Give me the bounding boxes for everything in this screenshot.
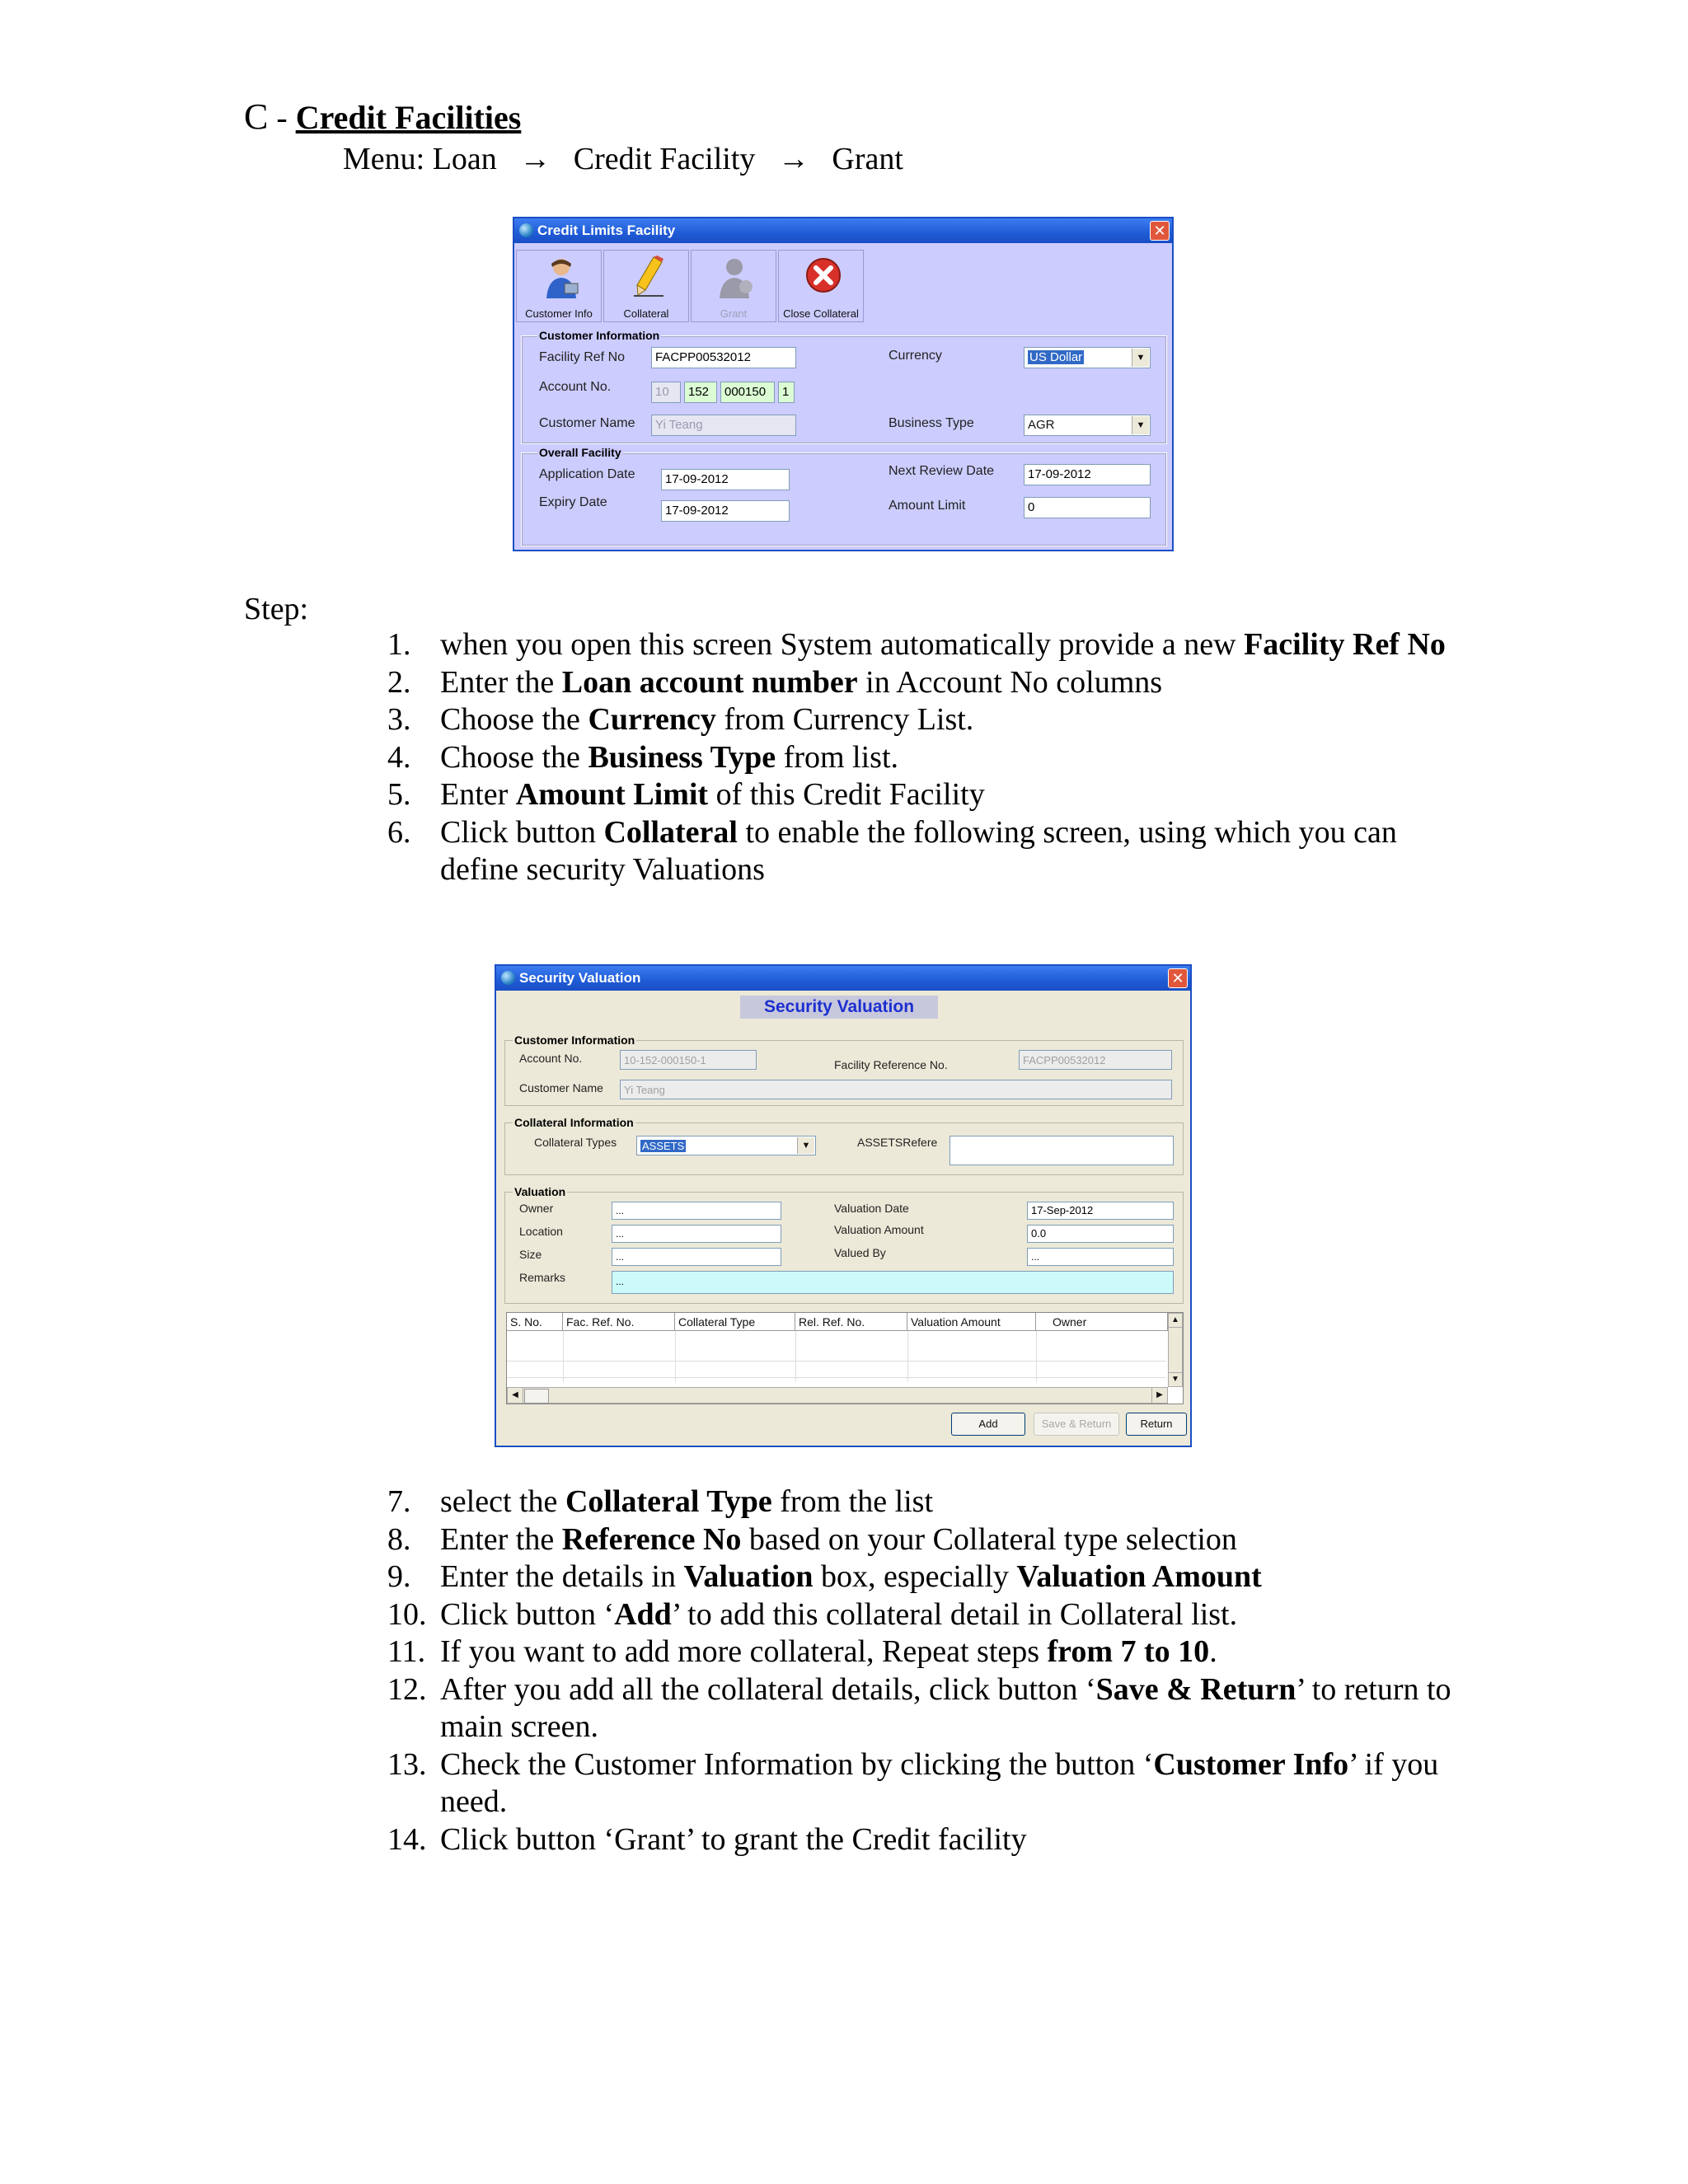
customer-name-label: Customer Name (519, 1081, 603, 1094)
chevron-down-icon[interactable]: ▼ (1132, 349, 1149, 367)
expiry-date-field[interactable]: 17-09-2012 (661, 500, 790, 522)
amount-limit-label: Amount Limit (889, 499, 966, 513)
owner-field[interactable]: ... (612, 1202, 781, 1220)
group-label: Customer Information (514, 1033, 635, 1047)
list-item-emphasis: Amount Limit (515, 777, 709, 812)
vertical-scrollbar[interactable] (1168, 1313, 1183, 1387)
grid-header-valuation-amount[interactable]: Valuation Amount (907, 1313, 1036, 1331)
list-item-emphasis: Save & Return (1095, 1671, 1296, 1707)
close-collateral-button[interactable] (778, 250, 864, 322)
list-item-text: Enter the (440, 1521, 562, 1557)
grid-header-collateral-type[interactable]: Collateral Type (675, 1313, 795, 1331)
list-item-text: Click button (440, 814, 604, 850)
group-label: Overall Facility (539, 446, 621, 459)
valuation-amount-field[interactable]: 0.0 (1027, 1225, 1174, 1243)
group-label: Collateral Information (514, 1116, 634, 1129)
grid-header-sno[interactable]: S. No. (507, 1313, 563, 1331)
list-item-text: Choose the (440, 702, 588, 737)
credit-limits-dialog (513, 217, 1174, 551)
list-item-number: 9. (387, 1559, 411, 1594)
menu-prefix: Menu: (343, 142, 425, 176)
list-item-text: Choose the (440, 739, 588, 775)
list-item-number: 12. (387, 1671, 427, 1707)
list-item-number: 14. (387, 1821, 427, 1857)
collateral-types-label: Collateral Types (534, 1136, 617, 1149)
list-item-text: when you open this screen System automatically provide a new (440, 627, 1245, 662)
list-item-text: Enter the details in (440, 1559, 684, 1594)
security-valuation-dialog (495, 964, 1192, 1447)
account-no-field[interactable]: 10-152-000150-1 (620, 1050, 757, 1070)
list-item-number: 6. (387, 814, 411, 850)
list-item (387, 776, 1459, 814)
arrow-right-icon: → (777, 142, 809, 176)
facility-ref-field[interactable]: FACPP00532012 (651, 347, 796, 368)
section-title: Credit Facilities (295, 99, 522, 136)
list-item-text: Click button ‘Grant’ to grant the Credit facility (440, 1821, 1027, 1857)
currency-label: Currency (889, 349, 942, 363)
location-field[interactable]: ... (612, 1225, 781, 1243)
scroll-up-icon[interactable]: ▲ (1169, 1314, 1182, 1328)
list-item-text: box, especially (813, 1559, 1017, 1594)
list-item-text: Check the Customer Information by clicking the button ‘ (440, 1746, 1154, 1782)
list-item (387, 1521, 1459, 1559)
grid-header-rel-ref[interactable]: Rel. Ref. No. (795, 1313, 907, 1331)
arrow-right-icon: → (519, 142, 551, 176)
valued-by-label: Valued By (834, 1246, 886, 1259)
assets-ref-label: ASSETSRefere (857, 1136, 938, 1149)
list-item (387, 1558, 1459, 1596)
size-label: Size (519, 1248, 542, 1261)
section-heading (244, 97, 521, 138)
account-branch-field[interactable]: 10 (651, 382, 681, 403)
steps-list-part1 (387, 626, 1459, 889)
save-return-button[interactable]: Save & Return (1034, 1413, 1119, 1436)
menu-item-credit-facility: Credit Facility (573, 142, 756, 176)
list-item-number: 4. (387, 739, 411, 775)
group-label: Customer Information (539, 329, 660, 342)
list-item-text: Enter the (440, 664, 562, 700)
section-dash: - (268, 99, 296, 136)
section-letter: C (244, 96, 269, 137)
list-item-text: Enter (440, 777, 516, 812)
app-globe-icon (519, 223, 533, 237)
toolbar-label: Grant (720, 307, 748, 320)
grant-icon (718, 255, 754, 298)
list-item-number: 7. (387, 1484, 411, 1519)
currency-select[interactable] (1024, 347, 1151, 368)
list-item-emphasis: Loan account number (561, 664, 858, 700)
scroll-thumb[interactable] (524, 1389, 549, 1404)
list-item-number: 1. (387, 627, 411, 662)
close-icon[interactable]: ✕ (1168, 968, 1188, 988)
list-item-emphasis: Currency (588, 702, 716, 737)
list-item-text: After you add all the collateral details, click button ‘ (440, 1671, 1096, 1707)
list-item-text: from Currency List. (715, 702, 974, 737)
facility-ref-field[interactable]: FACPP00532012 (1019, 1050, 1172, 1070)
list-item (387, 739, 1459, 777)
list-item-emphasis: Valuation Amount (1016, 1559, 1262, 1594)
facility-ref-label: Facility Reference No. (834, 1058, 948, 1071)
steps-list-part2 (387, 1483, 1459, 1858)
group-label: Valuation (514, 1185, 566, 1198)
remarks-label: Remarks (519, 1271, 566, 1284)
list-item-emphasis: from 7 to 10 (1047, 1634, 1210, 1669)
account-suffix-field[interactable]: 1 (778, 382, 795, 403)
list-item-number: 2. (387, 664, 411, 700)
grid-header-owner[interactable]: Owner (1036, 1313, 1168, 1331)
list-item (387, 1671, 1459, 1746)
horizontal-scrollbar[interactable] (507, 1387, 1168, 1404)
account-no-label: Account No. (519, 1052, 583, 1065)
list-item-text: in Account No columns (857, 664, 1163, 700)
list-item-emphasis: Collateral Type (565, 1484, 772, 1519)
list-item-number: 8. (387, 1521, 411, 1557)
list-item-emphasis: Reference No (561, 1521, 742, 1557)
owner-label: Owner (519, 1202, 554, 1215)
list-item-text: If you want to add more collateral, Repeat steps (440, 1634, 1048, 1669)
amount-limit-field[interactable]: 0 (1024, 497, 1151, 518)
facility-ref-label: Facility Ref No (539, 350, 626, 364)
list-item-text: . (1209, 1634, 1217, 1669)
scroll-down-icon[interactable]: ▼ (1169, 1372, 1182, 1386)
list-item-text: from list. (776, 739, 899, 775)
menu-item-grant: Grant (832, 142, 903, 176)
list-item (387, 1596, 1459, 1634)
list-item (387, 701, 1459, 739)
dialog-titlebar (514, 218, 1172, 243)
list-item (387, 1821, 1459, 1859)
grid-divider (675, 1331, 676, 1382)
valuation-amount-label: Valuation Amount (834, 1223, 924, 1236)
return-button[interactable]: Return (1126, 1413, 1187, 1436)
list-item-text: select the (440, 1484, 565, 1519)
grid-divider (795, 1331, 796, 1382)
menu-path (343, 140, 903, 178)
grid-header-fac-ref[interactable]: Fac. Ref. No. (563, 1313, 675, 1331)
add-button[interactable]: Add (951, 1413, 1025, 1436)
list-item-emphasis: Collateral (603, 814, 738, 850)
chevron-down-icon[interactable]: ▼ (797, 1137, 814, 1154)
account-no-label: Account No. (539, 380, 612, 394)
application-date-label: Application Date (539, 467, 635, 481)
next-review-field[interactable]: 17-09-2012 (1024, 464, 1151, 485)
assets-ref-field[interactable] (950, 1136, 1174, 1165)
close-icon[interactable]: ✕ (1150, 221, 1170, 241)
business-type-select[interactable] (1024, 415, 1151, 436)
list-item-emphasis: Facility Ref No (1244, 627, 1446, 662)
table-row[interactable] (507, 1362, 1166, 1378)
grid-divider (1036, 1331, 1037, 1382)
list-item-text: from the list (771, 1484, 934, 1519)
collateral-types-select[interactable] (636, 1136, 816, 1155)
customer-name-field[interactable]: Yi Teang (651, 415, 796, 436)
list-item-emphasis: Valuation (683, 1559, 814, 1594)
customer-name-field[interactable]: Yi Teang (620, 1080, 1172, 1099)
grid-divider (563, 1331, 564, 1382)
list-item-emphasis: Add (614, 1596, 672, 1632)
list-item-text: ’ if you need. (440, 1746, 1439, 1819)
list-item-text: of this Credit Facility (708, 777, 985, 812)
scroll-left-icon[interactable]: ◀ (508, 1388, 523, 1403)
location-label: Location (519, 1225, 563, 1238)
expiry-date-label: Expiry Date (539, 495, 607, 509)
remarks-field[interactable]: ... (612, 1271, 1174, 1294)
toolbar-label: Collateral (623, 307, 669, 320)
form-header: Security Valuation (740, 996, 938, 1019)
valuation-date-label: Valuation Date (834, 1202, 909, 1215)
list-item-emphasis: Business Type (588, 739, 776, 775)
collateral-grid[interactable] (506, 1312, 1184, 1404)
table-row[interactable] (507, 1346, 1166, 1361)
business-type-label: Business Type (889, 416, 974, 430)
list-item-text: ’ to return to main screen. (440, 1671, 1451, 1744)
list-item-text: Click button ‘ (440, 1596, 615, 1632)
list-item-number: 13. (387, 1746, 427, 1782)
list-item-number: 10. (387, 1596, 427, 1632)
list-item-emphasis: Customer Info (1153, 1746, 1349, 1782)
list-item (387, 814, 1459, 889)
customer-info-button[interactable] (516, 250, 602, 322)
list-item-text: to enable the following screen, using which you can define security Valuations (440, 814, 1397, 887)
list-item-text: ’ to add this collateral detail in Collateral list. (671, 1596, 1238, 1632)
currency-value: US Dollar (1029, 350, 1083, 364)
next-review-label: Next Review Date (889, 464, 995, 478)
customer-icon (543, 255, 579, 298)
list-item-number: 3. (387, 702, 411, 737)
chevron-down-icon[interactable]: ▼ (1132, 416, 1149, 434)
scroll-right-icon[interactable]: ▶ (1151, 1388, 1167, 1403)
account-number-field[interactable]: 000150 (720, 382, 775, 403)
list-item (387, 1746, 1459, 1821)
close-circle-icon (805, 255, 842, 298)
list-item (387, 1483, 1459, 1521)
application-date-field[interactable]: 17-09-2012 (661, 469, 790, 490)
menu-item-loan: Loan (432, 142, 497, 176)
dialog-title: Credit Limits Facility (537, 223, 676, 238)
list-item-number: 5. (387, 777, 411, 812)
list-item (387, 1633, 1459, 1671)
grid-divider (907, 1331, 908, 1382)
list-item-number: 11. (387, 1634, 426, 1669)
step-label: Step: (244, 592, 309, 626)
size-field[interactable]: ... (612, 1248, 781, 1266)
pencil-icon (631, 255, 667, 298)
list-item-text: based on your Collateral type selection (741, 1521, 1237, 1557)
dialog-titlebar (496, 966, 1190, 991)
toolbar-label: Customer Info (525, 307, 593, 320)
collateral-button[interactable] (603, 250, 689, 322)
account-product-field[interactable]: 152 (684, 382, 717, 403)
list-item (387, 664, 1459, 702)
valued-by-field[interactable]: ... (1027, 1248, 1174, 1266)
list-item (387, 626, 1459, 664)
grant-button[interactable] (691, 250, 776, 322)
collateral-types-value: ASSETS (642, 1140, 685, 1152)
toolbar-label: Close Collateral (783, 307, 859, 320)
customer-name-label: Customer Name (539, 416, 635, 430)
dialog-title: Security Valuation (519, 970, 641, 986)
business-type-value: AGR (1028, 418, 1055, 432)
app-globe-icon (501, 971, 515, 985)
valuation-date-field[interactable]: 17-Sep-2012 (1027, 1202, 1174, 1220)
